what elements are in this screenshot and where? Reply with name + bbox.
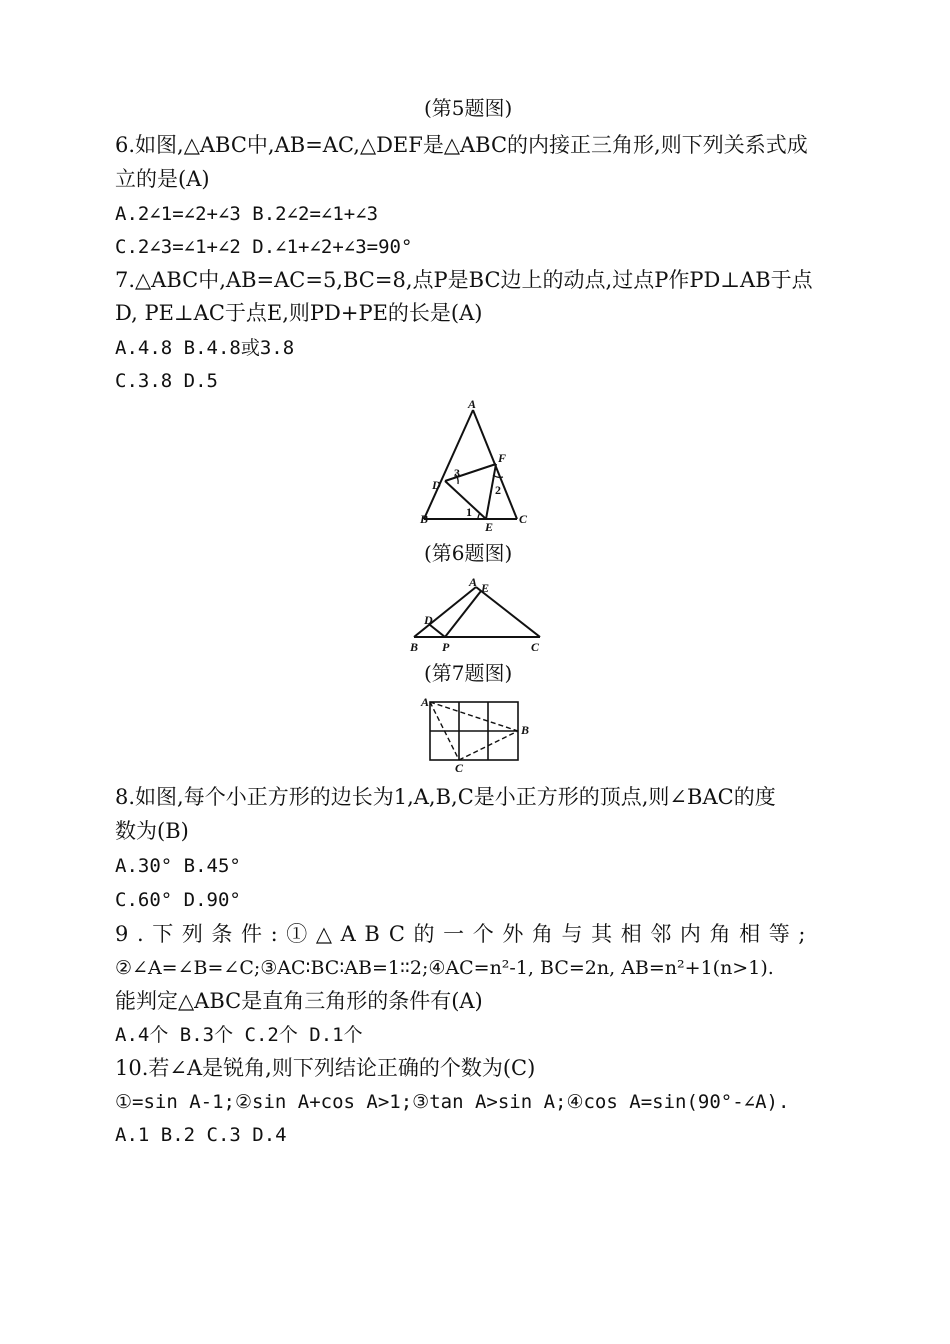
fig6-label-d: D — [432, 478, 441, 492]
fig8-segment-ab — [430, 702, 518, 731]
question-8-stem-line-2: 数为(B) — [115, 819, 189, 843]
question-9-stem-line-1: 9.下列条件:①△ABC的一个外角与其相邻内角相等; — [115, 922, 814, 946]
fig7-side-ab — [414, 587, 476, 637]
question-7-stem-line-2: D, PE⊥AC于点E,则PD+PE的长是(A) — [115, 301, 483, 325]
fig6-side-df — [445, 464, 496, 481]
question-6-options-cd: C.2∠3=∠1+∠2 D.∠1+∠2+∠3=90° — [115, 236, 413, 258]
fig6-angle-3-arc — [455, 474, 458, 484]
fig7-label-d: D — [424, 613, 433, 627]
question-6-stem-line-1: 6.如图,△ABC中,AB=AC,△DEF是△ABC的内接正三角形,则下列关系式成 — [115, 133, 808, 157]
fig6-angle-1-arc — [478, 513, 480, 519]
fig7-label-e: E — [481, 581, 490, 595]
fig6-side-de — [445, 481, 486, 519]
question-7-options-ab: A.4.8 B.4.8或3.8 — [115, 337, 295, 359]
question-9-stem-line-2: ②∠A=∠B=∠C;③AC∶BC∶AB=1∶∶2;④AC=n²-1, BC=2n, AB=n²+1(n>1). — [115, 957, 774, 979]
fig7-label-a: A — [469, 575, 478, 589]
fig6-label-c: C — [519, 512, 528, 526]
question-7-stem-line-1: 7.△ABC中,AB=AC=5,BC=8,点P是BC边上的动点,过点P作PD⊥AB于点 — [115, 268, 813, 292]
fig6-label-angle-2: 2 — [495, 483, 501, 497]
fig8-segment-ac — [430, 702, 459, 760]
question-8-stem-line-1: 8.如图,每个小正方形的边长为1,A,B,C是小正方形的顶点,则∠BAC的度 — [115, 785, 776, 809]
question-10-stem-line-2: ①=sin A-1;②sin A+cos A>1;③tan A>sin A;④cos A=sin(90°-∠A). — [115, 1091, 790, 1113]
fig6-label-b: B — [420, 512, 429, 526]
fig7-label-p: P — [442, 640, 450, 654]
fig6-label-angle-1: 1 — [466, 505, 472, 519]
question-10-stem-line-1: 10.若∠A是锐角,则下列结论正确的个数为(C) — [115, 1056, 536, 1080]
fig8-grid-border — [430, 702, 518, 760]
fig7-segment-pd — [430, 625, 445, 637]
fig8-label-b: B — [521, 723, 530, 737]
question-6-options-ab: A.2∠1=∠2+∠3 B.2∠2=∠1+∠3 — [115, 203, 379, 225]
fig6-label-a: A — [468, 397, 477, 411]
question-7-options-cd: C.3.8 D.5 — [115, 370, 218, 392]
question-8-options-cd: C.60° D.90° — [115, 889, 241, 911]
question-8-options-ab: A.30° B.45° — [115, 855, 241, 877]
fig8-label-a: A — [421, 695, 430, 709]
fig6-label-e: E — [485, 520, 494, 534]
question-10-options: A.1 B.2 C.3 D.4 — [115, 1124, 287, 1146]
question-9-options: A.4个 B.3个 C.2个 D.1个 — [115, 1024, 363, 1046]
question-6-stem-line-2: 立的是(A) — [115, 167, 210, 191]
fig6-label-angle-3: 3 — [454, 466, 460, 480]
fig6-label-f: F — [498, 451, 507, 465]
fig8-segment-bc — [459, 731, 518, 760]
figure-5-caption: (第5题图) — [424, 96, 513, 120]
fig7-label-b: B — [410, 640, 419, 654]
figure-7-caption: (第7题图) — [424, 661, 513, 685]
fig6-side-fe — [486, 464, 496, 519]
fig8-label-c: C — [455, 761, 464, 775]
fig6-side-ac — [473, 410, 517, 519]
question-9-stem-line-3: 能判定△ABC是直角三角形的条件有(A) — [115, 989, 483, 1013]
fig7-segment-pe — [445, 591, 481, 637]
fig7-label-c: C — [531, 640, 540, 654]
fig7-side-ac — [476, 587, 540, 637]
figure-6-caption: (第6题图) — [424, 541, 513, 565]
fig6-angle-2-arc — [493, 475, 503, 477]
fig6-side-ab — [424, 410, 473, 519]
